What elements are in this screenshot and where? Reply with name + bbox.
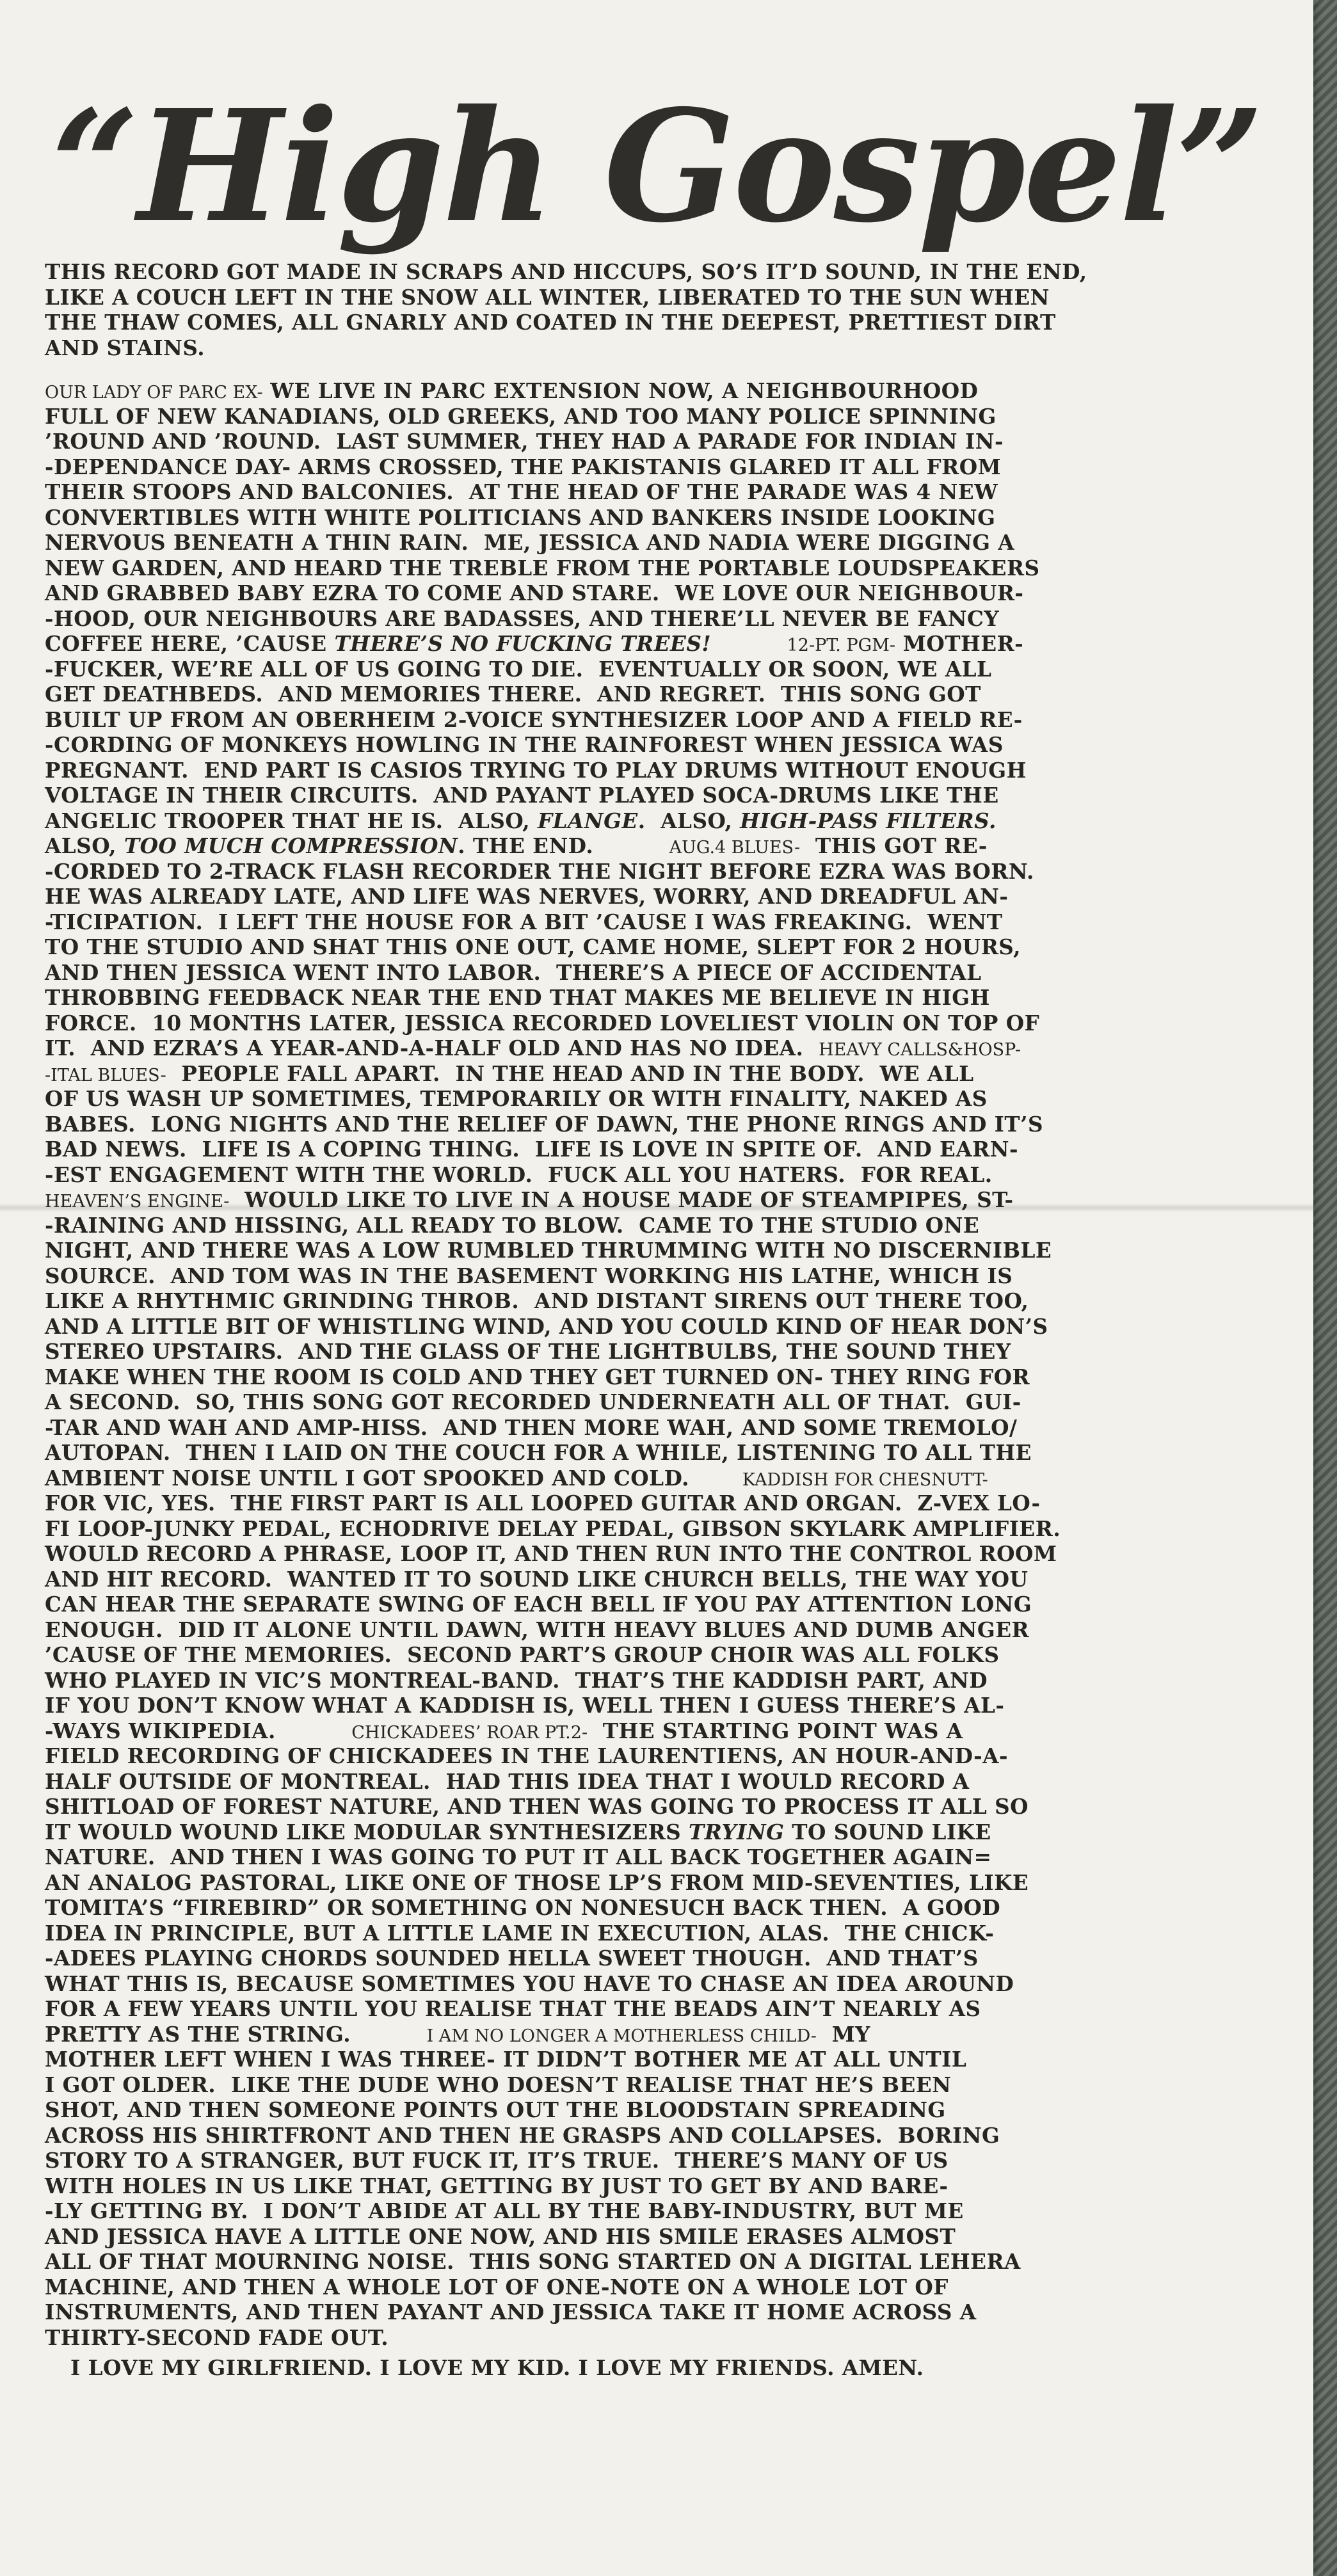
text-segment: SHOT, AND THEN SOMEONE POINTS OUT THE BLOODSTAIN SPREADING: [45, 2097, 946, 2122]
text-line: [45, 1415, 1299, 1441]
text-line: [45, 1389, 1299, 1415]
text-line: [45, 909, 1299, 935]
text-line: [45, 2148, 1299, 2173]
text-segment: AND JESSICA HAVE A LITTLE ONE NOW, AND HIS SMILE ERASES ALMOST: [45, 2223, 956, 2249]
text-segment: MACHINE, AND THEN A WHOLE LOT OF ONE-NOTE ON A WHOLE LOT OF: [45, 2274, 949, 2300]
text-line: [45, 657, 1299, 682]
text-line: [45, 2097, 1299, 2123]
text-line: [45, 1921, 1299, 1946]
text-segment: . ALSO,: [637, 808, 741, 833]
text-segment: SHITLOAD OF FOREST NATURE, AND THEN WAS GOING TO PROCESS IT ALL SO: [45, 1794, 1029, 1819]
text-segment: THEIR STOOPS AND BALCONIES. AT THE HEAD OF THE PARADE WAS 4 NEW: [45, 479, 998, 504]
text-segment: PEOPLE FALL APART. IN THE HEAD AND IN THE BODY. WE ALL: [166, 1060, 974, 1086]
text-segment: STORY TO A STRANGER, BUT FUCK IT, IT’S TRUE. THERE’S MANY OF US: [45, 2148, 949, 2173]
text-segment: CONVERTIBLES WITH WHITE POLITICIANS AND BANKERS INSIDE LOOKING: [45, 504, 996, 530]
text-segment: -RAINING AND HISSING, ALL READY TO BLOW. CAME TO THE STUDIO ONE: [45, 1212, 980, 1238]
text-segment: MOTHER LEFT WHEN I WAS THREE- IT DIDN’T BOTHER ME AT ALL UNTIL: [45, 2047, 967, 2072]
text-line: [45, 934, 1299, 960]
text-segment: IF YOU DON’T KNOW WHAT A KADDISH IS, WELL THEN I GUESS THERE’S AL-: [45, 1693, 1005, 1718]
song-title: KADDISH FOR CHESNUTT-: [742, 1469, 988, 1490]
text-segment: AND THEN JESSICA WENT INTO LABOR. THERE’S A PIECE OF ACCIDENTAL: [45, 959, 982, 985]
text-line: [45, 1440, 1299, 1466]
text-segment: -TICIPATION. I LEFT THE HOUSE FOR A BIT ’CAUSE I WAS FREAKING. WENT: [45, 909, 1003, 934]
text-line: [45, 2198, 1299, 2224]
text-line: [45, 1971, 1299, 1997]
text-line: [45, 884, 1299, 909]
song-title: CHICKADEES’ ROAR PT.2-: [351, 1722, 588, 1743]
text-segment: IT WOULD WOUND LIKE MODULAR SYNTHESIZERS: [45, 1819, 689, 1844]
text-line: [45, 1794, 1299, 1820]
text-segment: ENOUGH. DID IT ALONE UNTIL DAWN, WITH HEAVY BLUES AND DUMB ANGER: [45, 1617, 1030, 1642]
text-segment: AN ANALOG PASTORAL, LIKE ONE OF THOSE LP’S FROM MID-SEVENTIES, LIKE: [45, 1869, 1029, 1895]
text-segment: [711, 631, 787, 656]
song-title: AUG.4 BLUES-: [669, 838, 801, 858]
paragraph-gap: [45, 360, 1299, 378]
text-segment: ACROSS HIS SHIRTFRONT AND THEN HE GRASPS AND COLLAPSES. BORING: [45, 2122, 1000, 2148]
text-segment: -WAYS WIKIPEDIA.: [45, 1718, 352, 1743]
text-segment: HALF OUTSIDE OF MONTREAL. HAD THIS IDEA THAT I WOULD RECORD A: [45, 1768, 970, 1794]
intro-paragraph: [45, 259, 1299, 360]
text-segment: THIS GOT RE-: [800, 833, 988, 858]
text-segment: I GOT OLDER. LIKE THE DUDE WHO DOESN’T REALISE THAT HE’S BEEN: [45, 2072, 952, 2097]
text-segment: AND HIT RECORD. WANTED IT TO SOUND LIKE CHURCH BELLS, THE WAY YOU: [45, 1566, 1029, 1592]
text-segment: FORCE. 10 MONTHS LATER, JESSICA RECORDED LOVELIEST VIOLIN ON TOP OF: [45, 1010, 1040, 1036]
text-segment: ALL OF THAT MOURNING NOISE. THIS SONG STARTED ON A DIGITAL LEHERA: [45, 2249, 1021, 2274]
text-line: [45, 808, 1299, 834]
song-title: HEAVY CALLS&HOSP-: [819, 1040, 1021, 1060]
text-line: [45, 1870, 1299, 1896]
text-line: [45, 833, 1299, 859]
text-line: [45, 707, 1299, 733]
text-line: [45, 1061, 1299, 1087]
song-title: 12-PT. PGM-: [787, 636, 895, 655]
emphasis-text: FLANGE: [538, 808, 638, 833]
text-line: [45, 1238, 1299, 1263]
text-line: [45, 1516, 1299, 1542]
text-line: [45, 758, 1299, 783]
song-title: OUR LADY OF PARC EX-: [45, 383, 263, 403]
text-segment: BAD NEWS. LIFE IS A COPING THING. LIFE IS LOVE IN SPITE OF. AND EARN-: [45, 1137, 1019, 1162]
text-line: [45, 1996, 1299, 2022]
song-title: I AM NO LONGER A MOTHERLESS CHILD-: [426, 2026, 817, 2046]
text-line: [45, 1743, 1299, 1769]
track-notes-paragraph: [45, 378, 1299, 2350]
text-segment: PREGNANT. END PART IS CASIOS TRYING TO PLAY DRUMS WITHOUT ENOUGH: [45, 757, 1027, 783]
text-segment: MAKE WHEN THE ROOM IS COLD AND THEY GET TURNED ON- THEY RING FOR: [45, 1364, 1030, 1389]
text-segment: CAN HEAR THE SEPARATE SWING OF EACH BELL IF YOU PAY ATTENTION LONG: [45, 1592, 1032, 1617]
text-line: [45, 1112, 1299, 1137]
intro-line: AND STAINS.: [45, 335, 205, 360]
text-line: [45, 454, 1299, 480]
text-line: [45, 1668, 1299, 1693]
text-line: [45, 1314, 1299, 1340]
text-line: [45, 1036, 1299, 1061]
text-segment: -EST ENGAGEMENT WITH THE WORLD. FUCK ALL YOU HATERS. FOR REAL.: [45, 1162, 993, 1187]
intro-line: LIKE A COUCH LEFT IN THE SNOW ALL WINTER, LIBERATED TO THE SUN WHEN: [45, 284, 1050, 310]
text-segment: ’ROUND AND ’ROUND. LAST SUMMER, THEY HAD A PARADE FOR INDIAN IN-: [45, 429, 1004, 454]
text-line: [45, 2072, 1299, 2098]
text-line: [45, 1162, 1299, 1188]
text-line: [45, 1718, 1299, 1744]
emphasis-text: TOO MUCH COMPRESSION: [124, 833, 458, 858]
emphasis-text: HIGH-PASS FILTERS.: [740, 808, 997, 833]
text-line: [45, 859, 1299, 884]
text-line: [45, 2224, 1299, 2250]
text-line: [45, 606, 1299, 632]
text-segment: WITH HOLES IN US LIKE THAT, GETTING BY JUST TO GET BY AND BARE-: [45, 2173, 949, 2198]
text-line: [45, 783, 1299, 808]
liner-notes-body: [45, 259, 1299, 2381]
text-segment: NIGHT, AND THERE WAS A LOW RUMBLED THRUMMING WITH NO DISCERNIBLE: [45, 1238, 1052, 1263]
text-line: [45, 1137, 1299, 1162]
text-line: [45, 1567, 1299, 1592]
text-line: [45, 960, 1299, 986]
text-line: [45, 1213, 1299, 1238]
text-segment: THE STARTING POINT WAS A: [588, 1718, 963, 1743]
song-title: -ITAL BLUES-: [45, 1065, 166, 1085]
text-line: [45, 530, 1299, 556]
text-line: [45, 429, 1299, 454]
text-segment: WHO PLAYED IN VIC’S MONTREAL-BAND. THAT’S THE KADDISH PART, AND: [45, 1667, 988, 1693]
text-line: [45, 1769, 1299, 1795]
text-segment: -LY GETTING BY. I DON’T ABIDE AT ALL BY THE BABY-INDUSTRY, BUT ME: [45, 2198, 964, 2223]
text-segment: BUILT UP FROM AN OBERHEIM 2-VOICE SYNTHESIZER LOOP AND A FIELD RE-: [45, 707, 1023, 732]
text-line: [45, 1086, 1299, 1112]
text-line: [45, 479, 1299, 505]
text-segment: -ADEES PLAYING CHORDS SOUNDED HELLA SWEET THOUGH. AND THAT’S: [45, 1946, 979, 1971]
text-segment: BABES. LONG NIGHTS AND THE RELIEF OF DAWN, THE PHONE RINGS AND IT’S: [45, 1111, 1044, 1137]
text-segment: ANGELIC TROOPER THAT HE IS. ALSO,: [45, 808, 538, 833]
text-line: [45, 2123, 1299, 2148]
text-line: [45, 556, 1299, 581]
text-segment: -DEPENDANCE DAY- ARMS CROSSED, THE PAKISTANIS GLARED IT ALL FROM: [45, 454, 1002, 479]
text-line: [45, 2047, 1299, 2072]
text-line: [45, 1541, 1299, 1567]
text-segment: FI LOOP-JUNKY PEDAL, ECHODRIVE DELAY PEDAL, GIBSON SKYLARK AMPLIFIER.: [45, 1516, 1061, 1541]
text-line: [45, 1364, 1299, 1390]
text-segment: LIKE A RHYTHMIC GRINDING THROB. AND DISTANT SIRENS OUT THERE TOO,: [45, 1288, 1029, 1313]
text-line: [45, 631, 1299, 657]
text-line: [45, 1617, 1299, 1643]
text-segment: . THE END.: [458, 833, 669, 858]
text-segment: MOTHER-: [895, 631, 1024, 656]
text-line: [45, 2173, 1299, 2199]
text-segment: NEW GARDEN, AND HEARD THE TREBLE FROM THE PORTABLE LOUDSPEAKERS: [45, 555, 1040, 580]
text-line: [45, 1466, 1299, 1491]
text-line: [45, 682, 1299, 707]
text-segment: AUTOPAN. THEN I LAID ON THE COUCH FOR A WHILE, LISTENING TO ALL THE: [45, 1440, 1032, 1465]
text-segment: IT. AND EZRA’S A YEAR-AND-A-HALF OLD AND HAS NO IDEA.: [45, 1036, 819, 1060]
text-segment: PRETTY AS THE STRING.: [45, 2021, 427, 2047]
song-title: HEAVEN’S ENGINE-: [45, 1192, 230, 1212]
text-line: [45, 1642, 1299, 1668]
text-line: [45, 1491, 1299, 1516]
text-line: [45, 1263, 1299, 1289]
text-segment: IDEA IN PRINCIPLE, BUT A LITTLE LAME IN EXECUTION, ALAS. THE CHICK-: [45, 1920, 995, 1946]
text-segment: STEREO UPSTAIRS. AND THE GLASS OF THE LIGHTBULBS, THE SOUND THEY: [45, 1339, 1011, 1364]
text-segment: NERVOUS BENEATH A THIN RAIN. ME, JESSICA AND NADIA WERE DIGGING A: [45, 530, 1015, 555]
text-segment: FIELD RECORDING OF CHICKADEES IN THE LAURENTIENS, AN HOUR-AND-A-: [45, 1743, 1008, 1768]
text-segment: FULL OF NEW KANADIANS, OLD GREEKS, AND TOO MANY POLICE SPINNING: [45, 403, 997, 429]
text-line: [45, 2022, 1299, 2047]
text-segment: FOR VIC, YES. THE FIRST PART IS ALL LOOPED GUITAR AND ORGAN. Z-VEX LO-: [45, 1491, 1041, 1516]
text-segment: GET DEATHBEDS. AND MEMORIES THERE. AND REGRET. THIS SONG GOT: [45, 682, 981, 707]
text-segment: FOR A FEW YEARS UNTIL YOU REALISE THAT THE BEADS AIN’T NEARLY AS: [45, 1996, 981, 2021]
text-line: [45, 1011, 1299, 1036]
text-segment: TOMITA’S “FIREBIRD” OR SOMETHING ON NONESUCH BACK THEN. A GOOD: [45, 1895, 1001, 1920]
text-line: [45, 2249, 1299, 2275]
text-segment: NATURE. AND THEN I WAS GOING TO PUT IT ALL BACK TOGETHER AGAIN=: [45, 1844, 992, 1869]
text-segment: VOLTAGE IN THEIR CIRCUITS. AND PAYANT PLAYED SOCA-DRUMS LIKE THE: [45, 783, 999, 808]
text-line: [45, 2300, 1299, 2325]
text-segment: WE LIVE IN PARC EXTENSION NOW, A NEIGHBOURHOOD: [262, 378, 979, 403]
text-segment: ALSO,: [45, 833, 124, 858]
text-line: [45, 1592, 1299, 1617]
text-line: [45, 985, 1299, 1011]
text-segment: OF US WASH UP SOMETIMES, TEMPORARILY OR WITH FINALITY, NAKED AS: [45, 1086, 988, 1111]
text-line: [45, 1187, 1299, 1213]
text-segment: THROBBING FEEDBACK NEAR THE END THAT MAKES ME BELIEVE IN HIGH: [45, 985, 990, 1010]
text-line: [45, 1288, 1299, 1314]
text-segment: SOURCE. AND TOM WAS IN THE BASEMENT WORKING HIS LATHE, WHICH IS: [45, 1263, 1013, 1288]
emphasis-text: THERE’S NO FUCKING TREES!: [334, 631, 712, 656]
text-segment: WHAT THIS IS, BECAUSE SOMETIMES YOU HAVE TO CHASE AN IDEA AROUND: [45, 1971, 1014, 1996]
text-segment: AMBIENT NOISE UNTIL I GOT SPOOKED AND COLD.: [45, 1465, 742, 1491]
text-line: [45, 732, 1299, 758]
text-segment: AND A LITTLE BIT OF WHISTLING WIND, AND YOU COULD KIND OF HEAR DON’S: [45, 1313, 1048, 1339]
text-segment: TO THE STUDIO AND SHAT THIS ONE OUT, CAME HOME, SLEPT FOR 2 HOURS,: [45, 934, 1021, 959]
text-segment: TO SOUND LIKE: [784, 1819, 991, 1844]
text-line: [45, 1339, 1299, 1364]
text-segment: WOULD RECORD A PHRASE, LOOP IT, AND THEN RUN INTO THE CONTROL ROOM: [45, 1541, 1057, 1566]
text-segment: ’CAUSE OF THE MEMORIES. SECOND PART’S GROUP CHOIR WAS ALL FOLKS: [45, 1642, 1000, 1667]
emphasis-text: TRYING: [689, 1819, 785, 1844]
text-segment: INSTRUMENTS, AND THEN PAYANT AND JESSICA TAKE IT HOME ACROSS A: [45, 2300, 977, 2324]
text-line: [45, 1895, 1299, 1921]
text-line: [45, 1844, 1299, 1870]
text-segment: AND GRABBED BABY EZRA TO COME AND STARE. WE LOVE OUR NEIGHBOUR-: [45, 580, 1024, 605]
text-line: [45, 404, 1299, 429]
text-segment: THIRTY-SECOND FADE OUT.: [45, 2324, 389, 2350]
text-segment: -TAR AND WAH AND AMP-HISS. AND THEN MORE WAH, AND SOME TREMOLO/: [45, 1414, 1018, 1440]
intro-line: THIS RECORD GOT MADE IN SCRAPS AND HICCUPS, SO’S IT’D SOUND, IN THE END,: [45, 259, 1087, 284]
text-line: [45, 580, 1299, 606]
text-segment: A SECOND. SO, THIS SONG GOT RECORDED UNDERNEATH ALL OF THAT. GUI-: [45, 1389, 1021, 1414]
intro-line: THE THAW COMES, ALL GNARLY AND COATED IN THE DEEPEST, PRETTIEST DIRT: [45, 310, 1056, 335]
text-segment: WOULD LIKE TO LIVE IN A HOUSE MADE OF STEAMPIPES, ST-: [229, 1187, 1014, 1212]
text-segment: -HOOD, OUR NEIGHBOURS ARE BADASSES, AND THERE’LL NEVER BE FANCY: [45, 605, 1000, 631]
text-line: [45, 2325, 1299, 2351]
text-line: [45, 1820, 1299, 1845]
text-segment: HE WAS ALREADY LATE, AND LIFE WAS NERVES, WORRY, AND DREADFUL AN-: [45, 884, 1009, 909]
text-segment: -CORDING OF MONKEYS HOWLING IN THE RAINFOREST WHEN JESSICA WAS: [45, 732, 1004, 757]
text-segment: MY: [816, 2021, 870, 2047]
text-segment: COFFEE HERE, ’CAUSE: [45, 631, 335, 656]
text-line: [45, 1693, 1299, 1718]
text-line: [45, 505, 1299, 531]
text-line: [45, 1946, 1299, 1971]
text-line: [45, 2275, 1299, 2300]
closing-line: I LOVE MY GIRLFRIEND. I LOVE MY KID. I LOVE MY FRIENDS. AMEN.: [70, 2355, 924, 2380]
text-segment: -FUCKER, WE’RE ALL OF US GOING TO DIE. EVENTUALLY OR SOON, WE ALL: [45, 656, 992, 682]
page-title: “High Gospel”: [51, 76, 1263, 257]
text-segment: -CORDED TO 2-TRACK FLASH RECORDER THE NIGHT BEFORE EZRA WAS BORN.: [45, 858, 1034, 884]
text-line: [45, 378, 1299, 404]
